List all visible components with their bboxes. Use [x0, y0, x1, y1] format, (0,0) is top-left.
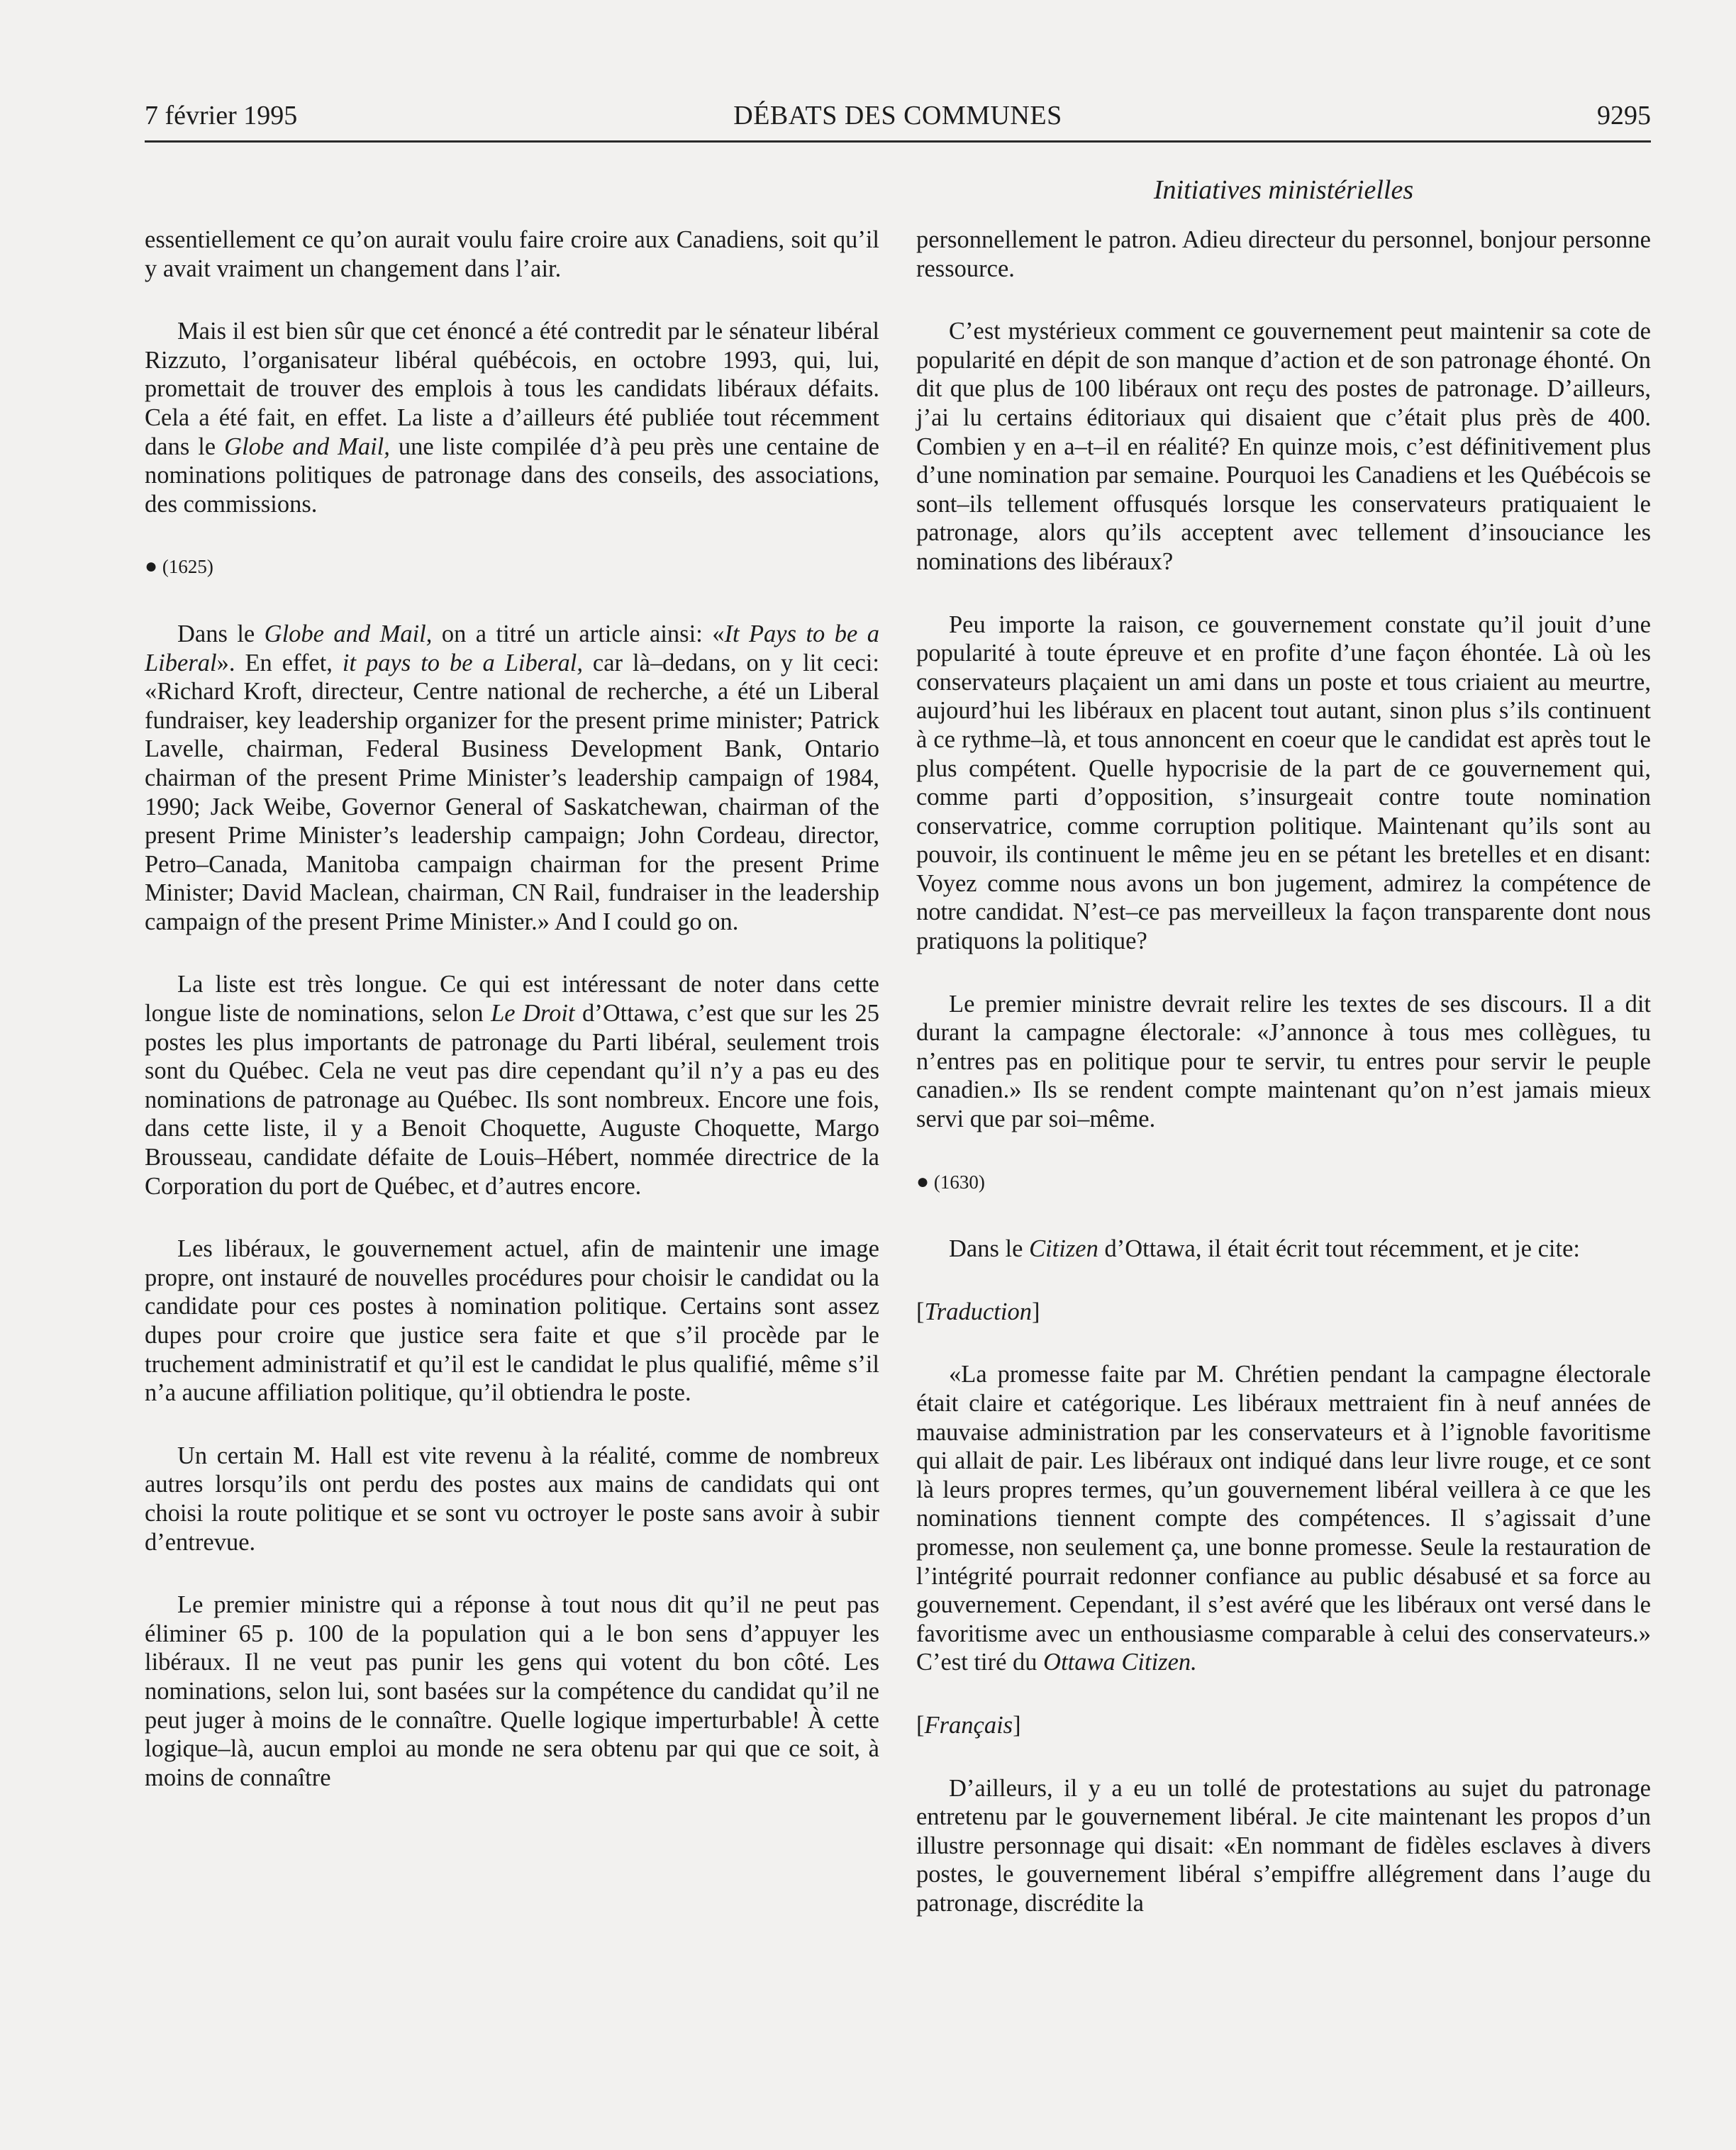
- header-rule: [145, 140, 1651, 143]
- left-column: [145, 225, 879, 1826]
- time-marker: ● (1625): [145, 555, 213, 579]
- paragraph: C’est mystérieux comment ce gouvernement peut maintenir sa cote de popularité en dépit de son manque d’action et de son patronage éhonté. On dit que plus de 100 libéraux ont reçu des postes de patronage. D’ailleurs, j’ai lu certains éditoriaux qui disaient que c’était plus près de 400. Combien y en a–t–il en réalité? En quinze mois, c’est définitivement plus d’une nomination par semaine. Pourquoi les Canadiens et les Québécois se sont–ils tellement offusqués lorsque les conservateurs pratiquaient le patronage, alors qu’ils acceptent avec tellement d’insouciance les nominations des libéraux?: [916, 318, 1651, 575]
- paragraph: personnellement le patron. Adieu directeur du personnel, bonjour personne ressource.: [916, 226, 1651, 282]
- right-column: [916, 225, 1651, 1952]
- paragraph: essentiellement ce qu’on aurait voulu faire croire aux Canadiens, soit qu’il y avait vraiment un changement dans l’air.: [145, 226, 879, 282]
- paragraph: Dans le Citizen d’Ottawa, il était écrit tout récemment, et je cite:: [949, 1235, 1580, 1263]
- header-title: DÉBATS DES COMMUNES: [733, 101, 1062, 130]
- paragraph: Le premier ministre qui a réponse à tout nous dit qu’il ne peut pas éliminer 65 p. 100 de la population qui a le bon sens d’appuyer les libéraux. Il ne veut pas punir les gens qui votent du bon côté. Les nominations, selon lui, sont basées sur la compétence du candidat qu’il ne peut juger à moins de le connaître. Quelle logique imperturbable! À cette logique–là, aucun emploi au monde ne sera obtenu par qui que ce soit, à moins de connaître: [145, 1591, 879, 1791]
- language-tag: [Traduction]: [916, 1298, 1040, 1325]
- paragraph: D’ailleurs, il y a eu un tollé de protestations au sujet du patronage entretenu par le gouvernement libéral. Je cite maintenant les propos d’un illustre personnage qui disait: «En nommant de fidèles esclaves à divers postes, le gouvernement libéral s’empiffre allégrement dans l’auge du patronage, discrédite la: [916, 1774, 1651, 1917]
- paragraph: Le premier ministre devrait relire les textes de ses discours. Il a dit durant la campagne électorale: «J’annonce à tous mes collègues, tu n’entres pas en politique pour te servir, tu entres pour servir le peuple canadien.» Ils se rendent compte maintenant qu’on n’est jamais mieux servi que par soi–même.: [916, 990, 1651, 1133]
- header-page-number: 9295: [1597, 101, 1651, 130]
- paragraph: Dans le Globe and Mail, on a titré un article ainsi: «It Pays to be a Liberal». En effet, it pays to be a Liberal, car là–dedans, on y lit ceci: «Richard Kroft, directeur, Centre national de recherche, a été un Liberal fundraiser, key leadership organizer for the present prime minister; Patrick Lavelle, chairman, Federal Business Development Bank, Ontario chairman of the present Prime Minister’s leadership campaign of 1984, 1990; Jack Weibe, Governor General of Saskatchewan, chairman of the present Prime Minister’s leadership campaign; John Cordeau, director, Petro–Canada, Manitoba campaign chairman for the present Prime Minister; David Maclean, chairman, CN Rail, fundraiser in the leadership campaign of the present Prime Minister.» And I could go on.: [145, 620, 880, 935]
- paragraph: Un certain M. Hall est vite revenu à la réalité, comme de nombreux autres lorsqu’ils ont perdu des postes aux mains de candidats qui ont choisi la route politique et se sont vu octroyer le poste sans avoir à subir d’entrevue.: [145, 1442, 879, 1556]
- bullet-icon: ●: [145, 555, 158, 579]
- bullet-icon: ●: [916, 1169, 930, 1193]
- paragraph: Les libéraux, le gouvernement actuel, afin de maintenir une image propre, ont instauré de nouvelles procédures pour choisir le candidat ou la candidate pour ces postes à nomination politique. Certains sont assez dupes pour croire que justice sera faite et que s’il procède par le truchement administratif et qu’il est le candidat le plus qualifié, même s’il n’a aucune affiliation politique, qu’il obtiendra le poste.: [145, 1235, 879, 1407]
- section-title: Initiatives ministérielles: [1153, 175, 1414, 205]
- language-tag: [Français]: [916, 1711, 1021, 1739]
- paragraph: Peu importe la raison, ce gouvernement constate qu’il jouit d’une popularité à toute épreuve et en profite d’une façon éhontée. Là où les conservateurs plaçaient un ami dans un poste et tous criaient au meurtre, aujourd’hui les libéraux en placent tout autant, sinon plus s’ils continuent à ce rythme–là, et tous annoncent en coeur que le candidat est après tout le plus compétent. Quelle hypocrisie de la part de ce gouvernement qui, comme parti d’opposition, s’insurgeait contre toute nomination conservatrice, comme corruption politique. Maintenant qu’ils sont au pouvoir, ils continuent le même jeu en se pétant les bretelles et en disant: Voyez comme nous avons un bon jugement, admirez la compétence de notre candidat. N’est–ce pas merveilleux la façon transparente dont nous pratiquons la politique?: [916, 611, 1651, 955]
- header-date: 7 février 1995: [145, 101, 298, 130]
- paragraph: Mais il est bien sûr que cet énoncé a été contredit par le sénateur libéral Rizzuto, l’organisateur libéral québécois, en octobre 1993, qui, lui, promettait de trouver des emplois à tous les candidats libéraux défaits. Cela a été fait, en effet. La liste a d’ailleurs été publiée tout récemment dans le Globe and Mail, une liste compilée d’à peu près une centaine de nominations politiques de patronage dans des conseils, des associations, des commissions.: [145, 318, 879, 518]
- page-header: [145, 99, 1651, 142]
- paragraph: «La promesse faite par M. Chrétien pendant la campagne électorale était claire et catégorique. Les libéraux mettraient fin à neuf années de mauvaise administration par les conservateurs et à l’ignoble favoritisme qui allait de pair. Les libéraux ont indiqué dans leur livre rouge, et ce sont là leurs propres termes, qu’un gouvernement libéral veillera à ce que les nominations tiennent compte des compétences. Il s’agissait d’une promesse, non seulement ça, une bonne promesse. Seule la restauration de l’intégrité pourrait redonner confiance au public désabusé et sa force au gouvernement. Cependant, il s’est avéré que les libéraux ont versé dans le favoritisme avec un enthousiasme comparable à celui des conservateurs.» C’est tiré du Ottawa Citizen.: [916, 1361, 1651, 1676]
- time-marker: ● (1630): [916, 1169, 985, 1193]
- paragraph: La liste est très longue. Ce qui est intéressant de noter dans cette longue liste de nominations, selon Le Droit d’Ottawa, c’est que sur les 25 postes les plus importants de patronage du Parti libéral, seulement trois sont du Québec. Cela ne veut pas dire cependant qu’il n’y a pas eu des nominations de patronage au Québec. Ils sont nombreux. Encore une fois, dans cette liste, il y a Benoit Choquette, Auguste Choquette, Margo Brousseau, candidate défaite de Louis–Hébert, nommée directrice de la Corporation du port de Québec, et d’autres encore.: [145, 971, 880, 1200]
